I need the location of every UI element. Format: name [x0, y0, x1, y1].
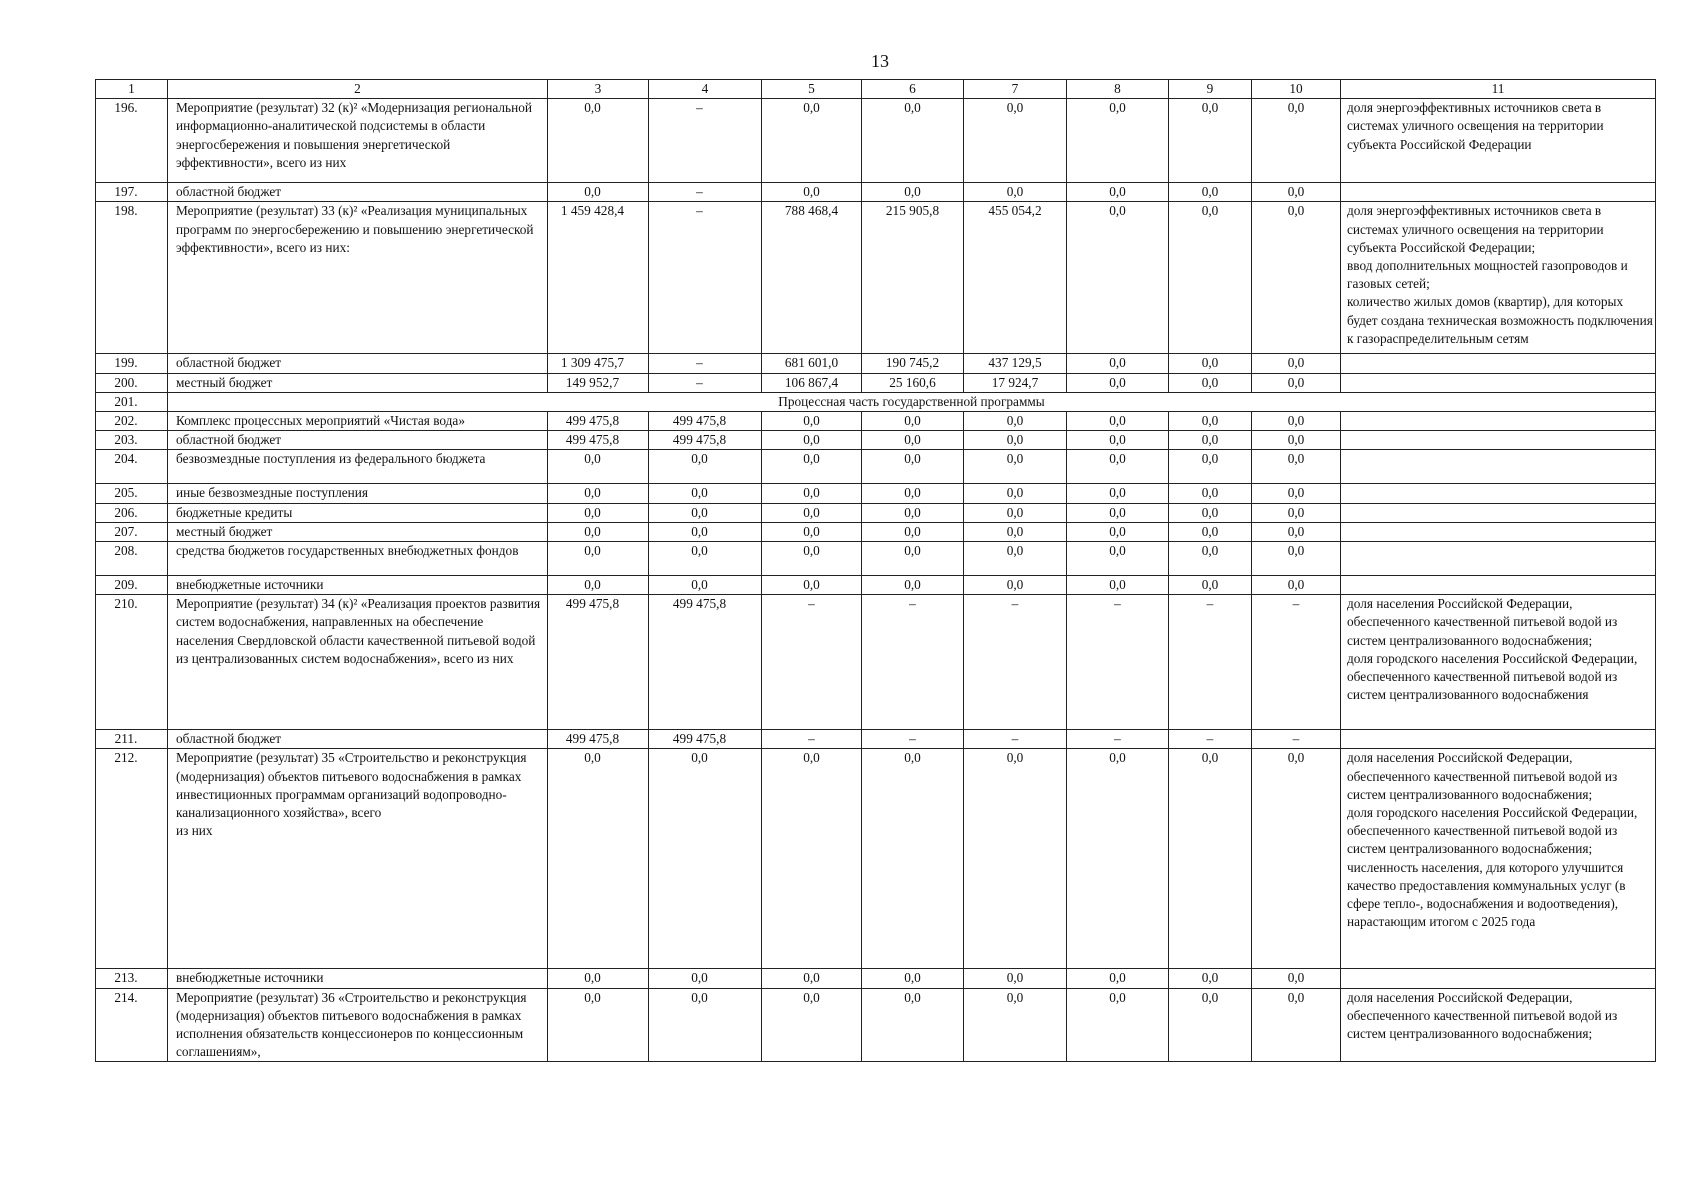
cell-value: 0,0 [1169, 450, 1252, 484]
cell-value: 0,0 [862, 183, 964, 202]
row-number: 204. [96, 450, 168, 484]
table-row [96, 354, 1656, 373]
cell-value: 0,0 [649, 749, 762, 969]
cell-value: 0,0 [649, 503, 762, 522]
cell-value: 0,0 [964, 183, 1067, 202]
table-row [96, 392, 1656, 411]
cell-value: 0,0 [1067, 969, 1169, 988]
cell-value: 0,0 [548, 576, 649, 595]
cell-value: 499 475,8 [548, 730, 649, 749]
row-number: 206. [96, 503, 168, 522]
row-name: внебюджетные источники [168, 576, 548, 595]
cell-value: 0,0 [1252, 522, 1341, 541]
cell-value: 0,0 [1067, 542, 1169, 576]
indicator-text: доля энергоэффективных источников света в системах уличного освещения на территории субъекта Российской Федерации [1341, 99, 1656, 183]
row-number: 200. [96, 373, 168, 392]
cell-value: 499 475,8 [548, 431, 649, 450]
indicator-text [1341, 969, 1656, 988]
cell-value: 0,0 [1169, 183, 1252, 202]
cell-value: 106 867,4 [762, 373, 862, 392]
cell-value: 0,0 [964, 522, 1067, 541]
cell-value: 0,0 [1252, 969, 1341, 988]
cell-value: 681 601,0 [762, 354, 862, 373]
cell-value: 0,0 [1252, 988, 1341, 1062]
cell-value: – [1067, 730, 1169, 749]
cell-value: 0,0 [1169, 576, 1252, 595]
cell-value: – [1169, 595, 1252, 730]
row-number: 196. [96, 99, 168, 183]
cell-value: 0,0 [548, 183, 649, 202]
cell-value: – [762, 595, 862, 730]
cell-value: 0,0 [762, 412, 862, 431]
cell-value: 0,0 [1252, 412, 1341, 431]
cell-value: 0,0 [964, 484, 1067, 503]
row-number: 202. [96, 412, 168, 431]
indicator-text [1341, 354, 1656, 373]
cell-value: 499 475,8 [548, 595, 649, 730]
cell-value: 0,0 [862, 503, 964, 522]
column-header: 6 [862, 80, 964, 99]
cell-value: 0,0 [762, 522, 862, 541]
table-row [96, 412, 1656, 431]
cell-value: 0,0 [1169, 542, 1252, 576]
cell-value: 1 459 428,4 [548, 202, 649, 354]
cell-value: 499 475,8 [649, 412, 762, 431]
cell-value: 0,0 [762, 576, 862, 595]
cell-value: 0,0 [1067, 988, 1169, 1062]
row-name: внебюджетные источники [168, 969, 548, 988]
table-body [96, 99, 1656, 1062]
cell-value: 0,0 [862, 99, 964, 183]
table-row [96, 576, 1656, 595]
column-header: 10 [1252, 80, 1341, 99]
cell-value: 0,0 [1067, 503, 1169, 522]
cell-value: 499 475,8 [649, 730, 762, 749]
cell-value: 0,0 [548, 522, 649, 541]
cell-value: 0,0 [1067, 202, 1169, 354]
table-row [96, 988, 1656, 1062]
table-row [96, 969, 1656, 988]
cell-value: 0,0 [1169, 503, 1252, 522]
cell-value: 0,0 [548, 542, 649, 576]
cell-value: – [1252, 595, 1341, 730]
cell-value: 0,0 [762, 503, 862, 522]
cell-value: 499 475,8 [649, 431, 762, 450]
indicator-text [1341, 576, 1656, 595]
cell-value: 0,0 [1252, 373, 1341, 392]
row-number: 199. [96, 354, 168, 373]
row-number: 210. [96, 595, 168, 730]
row-name: иные безвозмездные поступления [168, 484, 548, 503]
table-row [96, 202, 1656, 354]
cell-value: 788 468,4 [762, 202, 862, 354]
cell-value: 0,0 [762, 542, 862, 576]
table-row [96, 484, 1656, 503]
cell-value: 499 475,8 [548, 412, 649, 431]
cell-value: 0,0 [964, 99, 1067, 183]
row-name: Мероприятие (результат) 34 (к)² «Реализация проектов развития систем водоснабжения, направленных на обеспечение населения Свердловской области качественной питьевой водой из централизованных систем водоснабжения», всего из них [168, 595, 548, 730]
cell-value: 0,0 [964, 576, 1067, 595]
cell-value: 0,0 [1252, 99, 1341, 183]
cell-value: 0,0 [964, 412, 1067, 431]
budget-table [95, 79, 1656, 1062]
row-number: 197. [96, 183, 168, 202]
table-row [96, 595, 1656, 730]
cell-value: 0,0 [762, 988, 862, 1062]
cell-value: 0,0 [1252, 183, 1341, 202]
row-number: 203. [96, 431, 168, 450]
row-name: Мероприятие (результат) 33 (к)² «Реализация муниципальных программ по энергосбережению и повышению энергетической эффективности», всего из них: [168, 202, 548, 354]
cell-value: 0,0 [1252, 450, 1341, 484]
table-row [96, 373, 1656, 392]
cell-value: – [649, 354, 762, 373]
cell-value: 0,0 [1067, 450, 1169, 484]
cell-value: 0,0 [1169, 522, 1252, 541]
row-name: бюджетные кредиты [168, 503, 548, 522]
cell-value: 0,0 [862, 412, 964, 431]
cell-value: 0,0 [964, 969, 1067, 988]
cell-value: – [649, 183, 762, 202]
indicator-text [1341, 373, 1656, 392]
cell-value: – [649, 373, 762, 392]
cell-value: 0,0 [1252, 354, 1341, 373]
cell-value: – [964, 730, 1067, 749]
row-number: 207. [96, 522, 168, 541]
cell-value: 0,0 [1169, 99, 1252, 183]
cell-value: 0,0 [1169, 373, 1252, 392]
cell-value: 0,0 [964, 749, 1067, 969]
cell-value: – [1169, 730, 1252, 749]
cell-value: – [649, 202, 762, 354]
cell-value: 0,0 [964, 503, 1067, 522]
cell-value: 0,0 [548, 450, 649, 484]
row-number: 209. [96, 576, 168, 595]
cell-value: 215 905,8 [862, 202, 964, 354]
cell-value: 437 129,5 [964, 354, 1067, 373]
cell-value: 0,0 [1067, 99, 1169, 183]
cell-value: 0,0 [1067, 354, 1169, 373]
cell-value: 0,0 [1252, 542, 1341, 576]
cell-value: 0,0 [548, 988, 649, 1062]
column-header: 9 [1169, 80, 1252, 99]
cell-value: 0,0 [1169, 354, 1252, 373]
table-row [96, 730, 1656, 749]
table-row [96, 450, 1656, 484]
cell-value: – [1067, 595, 1169, 730]
cell-value: 0,0 [649, 522, 762, 541]
indicator-text [1341, 730, 1656, 749]
cell-value: 0,0 [548, 99, 649, 183]
column-header: 11 [1341, 80, 1656, 99]
cell-value: 190 745,2 [862, 354, 964, 373]
cell-value: 0,0 [548, 969, 649, 988]
cell-value: – [1252, 730, 1341, 749]
cell-value: 0,0 [762, 431, 862, 450]
indicator-text [1341, 542, 1656, 576]
row-number: 205. [96, 484, 168, 503]
cell-value: 0,0 [1169, 484, 1252, 503]
cell-value: 0,0 [964, 450, 1067, 484]
row-name: областной бюджет [168, 730, 548, 749]
row-name: Комплекс процессных мероприятий «Чистая вода» [168, 412, 548, 431]
cell-value: 0,0 [1169, 988, 1252, 1062]
cell-value: 25 160,6 [862, 373, 964, 392]
indicator-text [1341, 412, 1656, 431]
cell-value: 0,0 [1067, 431, 1169, 450]
table-row [96, 749, 1656, 969]
indicator-text: доля населения Российской Федерации, обеспеченного качественной питьевой водой из систем централизованного водоснабжения; доля городского населения Российской Федерации, обеспеченного качественной питьевой водой из систем централизованного водоснабжения [1341, 595, 1656, 730]
cell-value: – [762, 730, 862, 749]
cell-value: – [964, 595, 1067, 730]
table-row [96, 542, 1656, 576]
cell-value: 0,0 [762, 969, 862, 988]
cell-value: 0,0 [1067, 412, 1169, 431]
cell-value: 0,0 [1169, 749, 1252, 969]
row-number: 211. [96, 730, 168, 749]
cell-value: 0,0 [1252, 431, 1341, 450]
column-header: 8 [1067, 80, 1169, 99]
cell-value: 0,0 [1067, 484, 1169, 503]
cell-value: 0,0 [862, 484, 964, 503]
table-row [96, 522, 1656, 541]
cell-value: 0,0 [762, 99, 862, 183]
row-name: областной бюджет [168, 183, 548, 202]
cell-value: 0,0 [862, 576, 964, 595]
cell-value: 1 309 475,7 [548, 354, 649, 373]
row-number: 212. [96, 749, 168, 969]
indicator-text [1341, 484, 1656, 503]
column-header: 3 [548, 80, 649, 99]
row-name: областной бюджет [168, 431, 548, 450]
cell-value: 0,0 [862, 450, 964, 484]
row-number: 214. [96, 988, 168, 1062]
cell-value: – [649, 99, 762, 183]
cell-value: 0,0 [964, 988, 1067, 1062]
cell-value: 0,0 [862, 522, 964, 541]
cell-value: 0,0 [1252, 576, 1341, 595]
row-name: Мероприятие (результат) 36 «Строительство и реконструкция (модернизация) объектов питьевого водоснабжения в рамках исполнения обязательств концессионеров по концессионным соглашениям», [168, 988, 548, 1062]
row-number: 198. [96, 202, 168, 354]
column-header: 2 [168, 80, 548, 99]
cell-value: 0,0 [762, 450, 862, 484]
cell-value: 0,0 [762, 749, 862, 969]
table-header [96, 80, 1656, 99]
row-number: 201. [96, 392, 168, 411]
cell-value: 0,0 [649, 484, 762, 503]
cell-value: 0,0 [649, 542, 762, 576]
indicator-text: доля населения Российской Федерации, обеспеченного качественной питьевой водой из систем централизованного водоснабжения; доля городского населения Российской Федерации, обеспеченного качественной питьевой водой из систем централизованного водоснабжения; численность населения, для которого улучшится качество предоставления коммунальных услуг (в сфере тепло-, водоснабжения и водоотведения), нарастающим итогом с 2025 года [1341, 749, 1656, 969]
indicator-text [1341, 431, 1656, 450]
indicator-text: доля населения Российской Федерации, обеспеченного качественной питьевой водой из систем централизованного водоснабжения; [1341, 988, 1656, 1062]
cell-value: 0,0 [862, 969, 964, 988]
cell-value: 0,0 [548, 484, 649, 503]
column-header: 1 [96, 80, 168, 99]
row-number: 208. [96, 542, 168, 576]
cell-value: 17 924,7 [964, 373, 1067, 392]
page-number: 13 [871, 51, 889, 71]
cell-value: 0,0 [1067, 373, 1169, 392]
table-row [96, 183, 1656, 202]
cell-value: 0,0 [1252, 484, 1341, 503]
cell-value: 0,0 [1067, 522, 1169, 541]
section-title: Процессная часть государственной программы [168, 392, 1656, 411]
cell-value: 0,0 [1067, 749, 1169, 969]
cell-value: 0,0 [548, 503, 649, 522]
column-header: 7 [964, 80, 1067, 99]
cell-value: 0,0 [862, 749, 964, 969]
indicator-text [1341, 183, 1656, 202]
cell-value: 0,0 [964, 542, 1067, 576]
cell-value: – [862, 730, 964, 749]
cell-value: 0,0 [1169, 969, 1252, 988]
cell-value: 455 054,2 [964, 202, 1067, 354]
cell-value: 0,0 [649, 988, 762, 1062]
row-name: местный бюджет [168, 373, 548, 392]
row-number: 213. [96, 969, 168, 988]
column-header: 4 [649, 80, 762, 99]
cell-value: 499 475,8 [649, 595, 762, 730]
cell-value: 0,0 [1252, 202, 1341, 354]
row-name: средства бюджетов государственных внебюджетных фондов [168, 542, 548, 576]
cell-value: 149 952,7 [548, 373, 649, 392]
cell-value: 0,0 [649, 576, 762, 595]
row-name: безвозмездные поступления из федерального бюджета [168, 450, 548, 484]
cell-value: 0,0 [1169, 431, 1252, 450]
table-row [96, 99, 1656, 183]
indicator-text: доля энергоэффективных источников света в системах уличного освещения на территории субъекта Российской Федерации; ввод дополнительных мощностей газопроводов и газовых сетей; количество жилых домов (квартир), для которых будет создана техническая возможность подключения к газораспределительным сетям [1341, 202, 1656, 354]
cell-value: 0,0 [762, 183, 862, 202]
cell-value: 0,0 [1067, 576, 1169, 595]
cell-value: 0,0 [548, 749, 649, 969]
table-row [96, 431, 1656, 450]
header-row [96, 80, 1656, 99]
cell-value: 0,0 [862, 431, 964, 450]
cell-value: 0,0 [649, 969, 762, 988]
cell-value: 0,0 [1252, 749, 1341, 969]
row-name: областной бюджет [168, 354, 548, 373]
indicator-text [1341, 450, 1656, 484]
cell-value: 0,0 [862, 988, 964, 1062]
cell-value: 0,0 [1252, 503, 1341, 522]
cell-value: 0,0 [862, 542, 964, 576]
cell-value: 0,0 [762, 484, 862, 503]
indicator-text [1341, 503, 1656, 522]
cell-value: 0,0 [964, 431, 1067, 450]
cell-value: 0,0 [649, 450, 762, 484]
cell-value: – [862, 595, 964, 730]
cell-value: 0,0 [1169, 412, 1252, 431]
row-name: Мероприятие (результат) 32 (к)² «Модернизация региональной информационно-аналитической подсистемы в области энергосбережения и повышения энергетической эффективности», всего из них [168, 99, 548, 183]
indicator-text [1341, 522, 1656, 541]
row-name: местный бюджет [168, 522, 548, 541]
table-row [96, 503, 1656, 522]
column-header: 5 [762, 80, 862, 99]
row-name: Мероприятие (результат) 35 «Строительство и реконструкция (модернизация) объектов питьевого водоснабжения в рамках инвестиционных программам организаций водопроводно-канализационного хозяйства», всего из них [168, 749, 548, 969]
cell-value: 0,0 [1169, 202, 1252, 354]
cell-value: 0,0 [1067, 183, 1169, 202]
